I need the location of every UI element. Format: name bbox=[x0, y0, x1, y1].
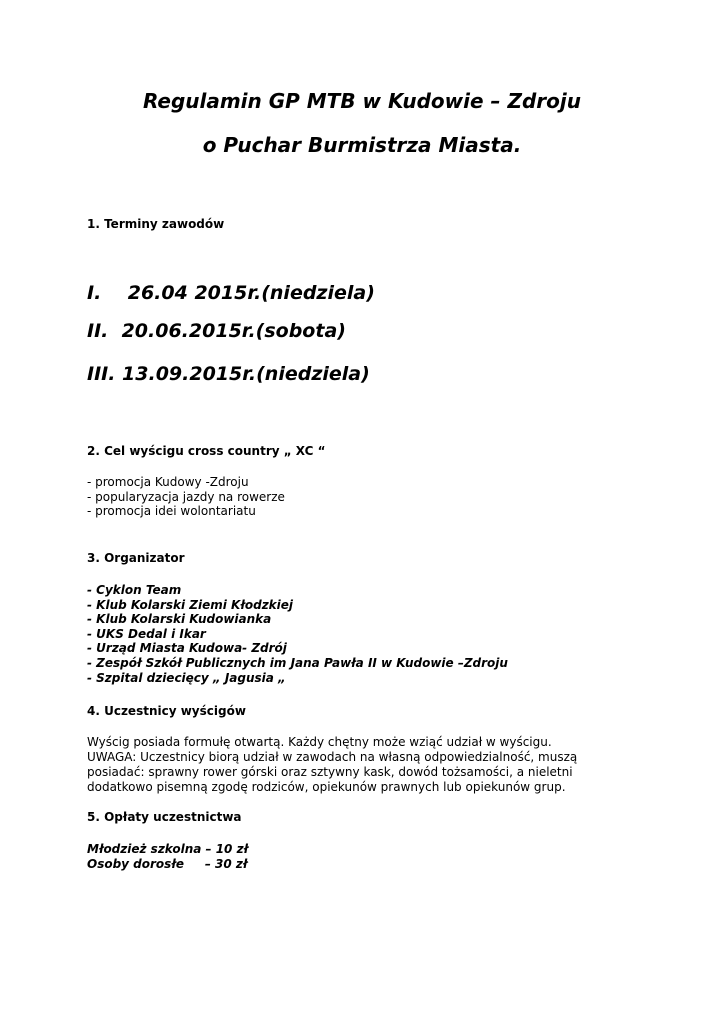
term-item: III. 13.09.2015r.(niedziela) bbox=[87, 363, 370, 385]
fee-item: Młodzież szkolna – 10 zł bbox=[87, 842, 249, 856]
section-heading-terms: 1. Terminy zawodów bbox=[87, 217, 225, 231]
paragraph-line: UWAGA: Uczestnicy biorą udział w zawodach na własną odpowiedzialność, muszą bbox=[87, 750, 578, 764]
section-heading-goal: 2. Cel wyścigu cross country „ XC “ bbox=[87, 444, 326, 458]
participants-paragraph bbox=[87, 735, 647, 795]
list-item: - Cyklon Team bbox=[87, 583, 182, 597]
goal-list bbox=[87, 475, 285, 519]
section-heading-fees: 5. Opłaty uczestnictwa bbox=[87, 810, 242, 824]
term-item: II. 20.06.2015r.(sobota) bbox=[87, 320, 346, 342]
section-heading-participants: 4. Uczestnicy wyścigów bbox=[87, 704, 246, 718]
list-item: - UKS Dedal i Ikar bbox=[87, 626, 206, 641]
list-item: - Urząd Miasta Kudowa- Zdrój bbox=[87, 641, 287, 656]
document-title-line-2: o Puchar Burmistrza Miasta. bbox=[202, 133, 522, 157]
paragraph-line: Wyścig posiada formułę otwartą. Każdy chętny może wziąć udział w wyścigu. bbox=[87, 735, 552, 749]
document-title-line-1: Regulamin GP MTB w Kudowie – Zdroju bbox=[142, 89, 582, 113]
fees-list bbox=[87, 842, 248, 871]
organizer-list bbox=[87, 583, 508, 685]
list-item: - Klub Kolarski Kudowianka bbox=[87, 612, 272, 627]
list-item: - Klub Kolarski Ziemi Kłodzkiej bbox=[87, 597, 294, 612]
list-item: - promocja Kudowy -Zdroju bbox=[87, 475, 249, 489]
section-heading-organizer: 3. Organizator bbox=[87, 551, 185, 565]
paragraph-line: dodatkowo pisemną zgodę rodziców, opiekunów prawnych lub opiekunów grup. bbox=[87, 780, 566, 794]
list-item: - popularyzacja jazdy na rowerze bbox=[87, 489, 285, 504]
paragraph-line: posiadać: sprawny rower górski oraz sztywny kask, dowód tożsamości, a nieletni bbox=[87, 765, 573, 779]
list-item: - Zespół Szkół Publicznych im Jana Pawła II w Kudowie –Zdroju bbox=[87, 655, 508, 670]
list-item: - promocja idei wolontariatu bbox=[87, 504, 256, 519]
fee-item: Osoby dorosłe – 30 zł bbox=[87, 856, 248, 871]
term-item: I. 26.04 2015r.(niedziela) bbox=[87, 282, 375, 304]
list-item: - Szpital dziecięcy „ Jagusia „ bbox=[87, 670, 286, 685]
